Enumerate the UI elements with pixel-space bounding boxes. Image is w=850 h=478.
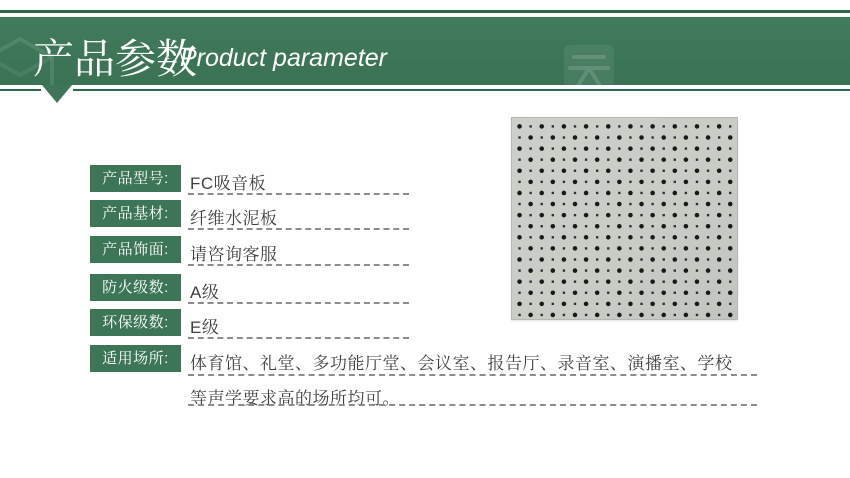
arrow-down-icon [42,85,72,103]
perforated-pattern [512,118,737,319]
param-label-box: 防火级数: [90,274,181,301]
param-label-box: 环保级数: [90,309,181,336]
param-value-line2: 等声学要求高的场所均可。 [190,389,400,408]
dashed-underline [188,374,757,376]
param-label-box: 适用场所: [90,345,181,372]
param-label-box: 产品基材: [90,200,181,227]
brand-watermark-icon [563,44,615,85]
param-value: 请咨询客服 [190,245,278,264]
dashed-underline [188,264,409,266]
param-value-line1: 体育馆、礼堂、多功能厅堂、会议室、报告厅、录音室、演播室、学校 [190,354,733,373]
param-value: A级 [190,283,220,302]
header-banner [0,17,850,85]
param-label-box: 产品型号: [90,165,181,192]
page-subtitle: /Product parameter [173,44,387,72]
top-divider-line [0,10,850,13]
dashed-underline [188,404,757,406]
dashed-underline [188,337,409,339]
param-label-box: 产品饰面: [90,236,181,263]
param-value: FC吸音板 [190,174,267,193]
dashed-underline [188,193,409,195]
product-image [511,117,738,320]
banner-underline-right [73,89,850,91]
page-title: 产品参数 [33,36,197,82]
param-value: E级 [190,318,220,337]
dashed-underline [188,302,409,304]
param-row-applicable-places [90,345,790,409]
banner-underline-left [0,89,41,91]
dashed-underline [188,228,409,230]
param-value: 纤维水泥板 [190,209,278,228]
